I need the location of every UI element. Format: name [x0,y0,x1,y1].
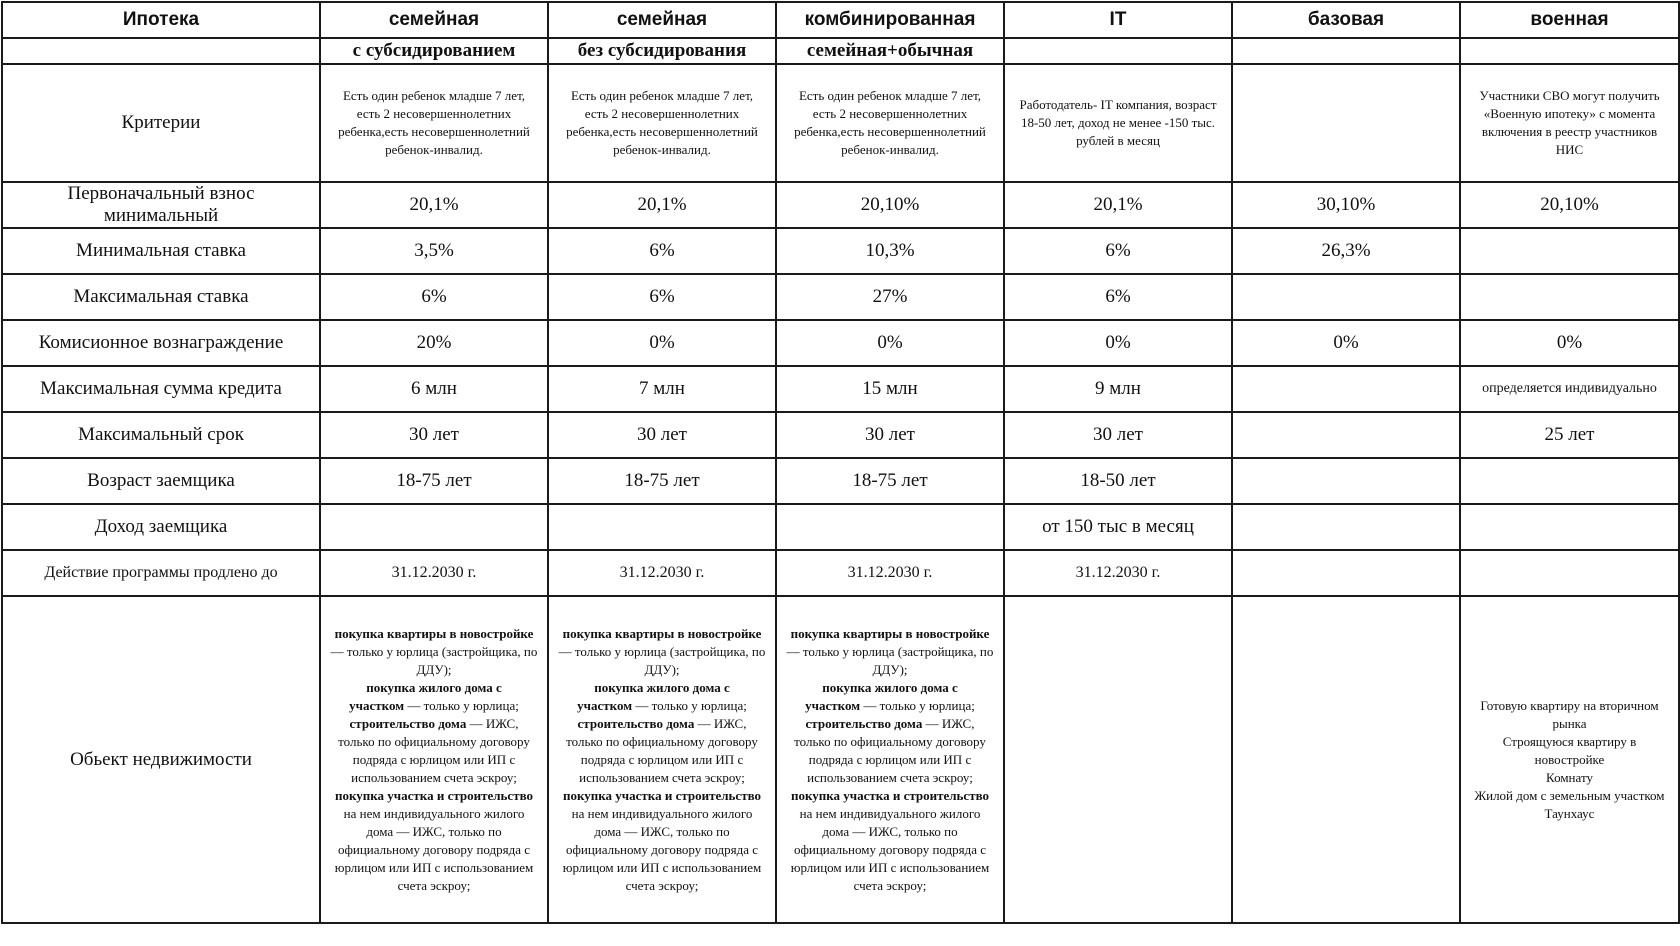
property-line [552,805,772,823]
criteria-line: включения в реестр участников [1481,124,1658,139]
column-title-combined: комбинированная [776,2,1004,38]
cell-basic [1232,274,1460,320]
table-row [2,182,1679,228]
cell-family-subsidized: 6% [320,274,548,320]
property-line [324,787,544,805]
property-line: Таунхаус [1544,805,1595,821]
property-line [552,841,772,859]
cell-military: 20,10% [1460,182,1679,228]
property-line [324,877,544,895]
property-line-tail: — ИЖС, [694,715,747,731]
cell-combined: 31.12.2030 г. [776,550,1004,596]
cell-it: 0% [1004,320,1232,366]
property-line-text: официальному договору подряда с [337,841,531,857]
property-line-text: на нем индивидуального жилого [571,805,753,821]
property-line: Комнату [1546,769,1593,785]
property-line [780,697,1000,715]
property-line-text: на нем индивидуального жилого [343,805,525,821]
cell-family-unsubsidized: 7 млн [548,366,776,412]
cell-basic: 26,3% [1232,228,1460,274]
cell-military [1460,274,1679,320]
criteria-line: ребенок-инвалид. [841,142,939,157]
property-line-text: подряда с юрлицом или ИП с [352,751,516,767]
cell-combined [776,504,1004,550]
property-line-text: на нем индивидуального жилого [799,805,981,821]
row-label: Действие программы продлено до [2,550,320,596]
criteria-line: ребенка,есть несовершеннолетний [794,124,986,139]
cell-family-subsidized: 30 лет [320,412,548,458]
property-line-text: ДДУ); [872,661,908,677]
cell-military [1460,550,1679,596]
property-line-text: только по официальному договору [338,733,530,749]
property-line-tail: — ИЖС, [922,715,975,731]
cell-military [1460,228,1679,274]
column-title-family-subsidized: семейная [320,2,548,38]
cell-basic [1232,550,1460,596]
table-row [2,274,1679,320]
criteria-label: Критерии [2,64,320,182]
cell-it: 18-50 лет [1004,458,1232,504]
cell-family-subsidized [320,504,548,550]
criteria-it [1004,64,1232,182]
header-row [2,2,1679,38]
criteria-line: есть 2 несовершеннолетних [584,106,740,121]
criteria-line: «Военную ипотеку» с момента [1483,106,1656,121]
cell-it: 6% [1004,274,1232,320]
cell-military: определяется индивидуально [1460,366,1679,412]
row-label: Первоначальный взнос минимальный [2,182,320,228]
property-line-tail: — только у юрлица; [860,697,975,713]
property-label: Обьект недвижимости [2,596,320,923]
property-line: Жилой дом с земельным участком [1474,787,1665,803]
column-title-family-unsubsidized: семейная [548,2,776,38]
property-line [780,841,1000,859]
property-line [780,679,1000,697]
criteria-line: Есть один ребенок младше 7 лет, [798,88,982,103]
property-line-text: — только у юрлица (застройщика, по [786,643,994,659]
table-row [2,366,1679,412]
property-line [324,859,544,877]
property-line-text: покупка участка и строительство [562,787,762,803]
property-row [2,596,1679,923]
property-line [780,805,1000,823]
mortgage-comparison-table [1,1,1680,924]
property-line [324,715,544,733]
property-line-text: юрлицом или ИП с использованием [790,859,990,875]
property-line-text: покупка квартиры в новостройке [334,625,534,641]
property-line-text: покупка участка и строительство [790,787,990,803]
property-combined [776,596,1004,923]
criteria-line: рублей в месяц [1076,133,1160,148]
criteria-line: ребенка,есть несовершеннолетний [566,124,758,139]
property-line: Строящуюся квартиру в [1502,733,1637,749]
property-line [324,841,544,859]
column-title-label: Ипотека [2,2,320,38]
cell-combined: 0% [776,320,1004,366]
cell-family-unsubsidized: 31.12.2030 г. [548,550,776,596]
criteria-line: ребенка,есть несовершеннолетний [338,124,530,139]
property-line-text: строительство дома [805,715,923,731]
row-label: Комисионное вознаграждение [2,320,320,366]
cell-basic [1232,412,1460,458]
row-label: Максимальная сумма кредита [2,366,320,412]
property-line [780,715,1000,733]
criteria-combined [776,64,1004,182]
property-line [780,733,1000,751]
property-line-text: официальному договору подряда с [565,841,759,857]
property-line-tail: — ИЖС, [466,715,519,731]
property-line [324,769,544,787]
property-line [324,661,544,679]
property-line [552,877,772,895]
criteria-family-subsidized [320,64,548,182]
cell-combined: 10,3% [776,228,1004,274]
table-row [2,320,1679,366]
property-line-tail: — только у юрлица; [632,697,747,713]
property-line [780,859,1000,877]
table-row [2,228,1679,274]
property-line-text: использованием счета эскроу; [351,769,517,785]
property-line-text: счета эскроу; [625,877,699,893]
table-row [2,412,1679,458]
property-line [780,643,1000,661]
cell-combined: 20,10% [776,182,1004,228]
property-line: рынка [1552,715,1587,731]
cell-family-subsidized: 6 млн [320,366,548,412]
cell-basic [1232,504,1460,550]
property-line-text: ДДУ); [644,661,680,677]
property-line [552,661,772,679]
property-family-subsidized [320,596,548,923]
criteria-line: Участники СВО могут получить [1479,88,1660,103]
property-line-text: юрлицом или ИП с использованием [562,859,762,875]
property-line-text: только по официальному договору [566,733,758,749]
property-line-text: официальному договору подряда с [793,841,987,857]
property-line [552,643,772,661]
property-line [780,625,1000,643]
property-line [552,769,772,787]
property-line [780,787,1000,805]
property-line [552,787,772,805]
property-line [324,751,544,769]
property-line-text: покупка жилого дома с [366,679,502,695]
property-line [552,859,772,877]
column-subtitle-label [2,38,320,64]
cell-basic: 30,10% [1232,182,1460,228]
cell-family-unsubsidized: 30 лет [548,412,776,458]
cell-family-subsidized: 20% [320,320,548,366]
property-family-unsubsidized [548,596,776,923]
property-line [552,733,772,751]
property-line [780,769,1000,787]
cell-combined: 15 млн [776,366,1004,412]
criteria-line: Есть один ребенок младше 7 лет, [342,88,526,103]
criteria-line: есть 2 несовершеннолетних [812,106,968,121]
property-it [1004,596,1232,923]
criteria-basic [1232,64,1460,182]
property-line-text: счета эскроу; [397,877,471,893]
column-title-military: военная [1460,2,1679,38]
property-line [780,823,1000,841]
property-line-text: дома — ИЖС, только по [366,823,502,839]
property-line-text: дома — ИЖС, только по [822,823,958,839]
property-line [552,625,772,643]
cell-it: 20,1% [1004,182,1232,228]
cell-combined: 27% [776,274,1004,320]
row-label: Максимальный срок [2,412,320,458]
cell-military: 25 лет [1460,412,1679,458]
property-line-tail: — только у юрлица; [404,697,519,713]
cell-it: 9 млн [1004,366,1232,412]
cell-basic [1232,366,1460,412]
property-line-text: подряда с юрлицом или ИП с [580,751,744,767]
cell-family-unsubsidized: 18-75 лет [548,458,776,504]
row-label: Возраст заемщика [2,458,320,504]
criteria-row [2,64,1679,182]
criteria-military [1460,64,1679,182]
cell-family-unsubsidized: 6% [548,274,776,320]
table-row [2,458,1679,504]
property-line-text: использованием счета эскроу; [807,769,973,785]
property-line [552,697,772,715]
property-line-text: покупка жилого дома с [594,679,730,695]
property-line [552,715,772,733]
column-subtitle-family-subsidized: с субсидированием [320,38,548,64]
property-line [324,733,544,751]
property-line-text: покупка квартиры в новостройке [562,625,762,641]
cell-basic [1232,458,1460,504]
column-title-basic: базовая [1232,2,1460,38]
cell-family-subsidized: 31.12.2030 г. [320,550,548,596]
property-line-text: покупка участка и строительство [334,787,534,803]
cell-it: 6% [1004,228,1232,274]
cell-family-unsubsidized [548,504,776,550]
property-line [324,697,544,715]
row-label: Доход заемщика [2,504,320,550]
property-line-text: строительство дома [577,715,695,731]
property-line [780,751,1000,769]
property-military [1460,596,1679,923]
cell-it: 31.12.2030 г. [1004,550,1232,596]
criteria-line: ребенок-инвалид. [385,142,483,157]
property-line-text: — только у юрлица (застройщика, по [330,643,538,659]
property-line-text: участком [805,697,861,713]
cell-combined: 18-75 лет [776,458,1004,504]
property-line-text: использованием счета эскроу; [579,769,745,785]
cell-basic: 0% [1232,320,1460,366]
cell-family-unsubsidized: 20,1% [548,182,776,228]
cell-military: 0% [1460,320,1679,366]
row-label: Минимальная ставка [2,228,320,274]
property-line [780,877,1000,895]
property-basic [1232,596,1460,923]
column-subtitle-family-unsubsidized: без субсидирования [548,38,776,64]
property-line-text: ДДУ); [416,661,452,677]
property-line [780,661,1000,679]
property-line [324,679,544,697]
table-row [2,550,1679,596]
cell-it: от 150 тыс в месяц [1004,504,1232,550]
property-line [324,823,544,841]
property-line [552,751,772,769]
property-line [324,643,544,661]
cell-military [1460,458,1679,504]
cell-family-subsidized: 20,1% [320,182,548,228]
criteria-line: есть 2 несовершеннолетних [356,106,512,121]
cell-family-unsubsidized: 0% [548,320,776,366]
criteria-line: НИС [1555,142,1584,157]
subheader-row [2,38,1679,64]
property-line-text: — только у юрлица (застройщика, по [558,643,766,659]
property-line-text: подряда с юрлицом или ИП с [808,751,972,767]
property-line-text: покупка квартиры в новостройке [790,625,990,641]
property-line: Готовую квартиру на вторичном [1480,697,1659,713]
column-subtitle-it [1004,38,1232,64]
property-line [552,823,772,841]
property-line [552,679,772,697]
property-line-text: только по официальному договору [794,733,986,749]
property-line-text: участком [349,697,405,713]
criteria-line: Работодатель- IT компания, возраст [1019,97,1217,112]
column-title-it: IT [1004,2,1232,38]
row-label: Максимальная ставка [2,274,320,320]
property-line-text: дома — ИЖС, только по [594,823,730,839]
column-subtitle-combined: семейная+обычная [776,38,1004,64]
cell-it: 30 лет [1004,412,1232,458]
column-subtitle-military [1460,38,1679,64]
criteria-line: ребенок-инвалид. [613,142,711,157]
column-subtitle-basic [1232,38,1460,64]
cell-combined: 30 лет [776,412,1004,458]
criteria-family-unsubsidized [548,64,776,182]
property-line: новостройке [1534,751,1605,767]
cell-family-subsidized: 3,5% [320,228,548,274]
property-line-text: участком [577,697,633,713]
criteria-line: Есть один ребенок младше 7 лет, [570,88,754,103]
property-line-text: юрлицом или ИП с использованием [334,859,534,875]
cell-military [1460,504,1679,550]
cell-family-unsubsidized: 6% [548,228,776,274]
property-line-text: счета эскроу; [853,877,927,893]
cell-family-subsidized: 18-75 лет [320,458,548,504]
property-line-text: покупка жилого дома с [822,679,958,695]
property-line-text: строительство дома [349,715,467,731]
criteria-line: 18-50 лет, доход не менее -150 тыс. [1020,115,1216,130]
property-line [324,805,544,823]
table-row [2,504,1679,550]
property-line [324,625,544,643]
